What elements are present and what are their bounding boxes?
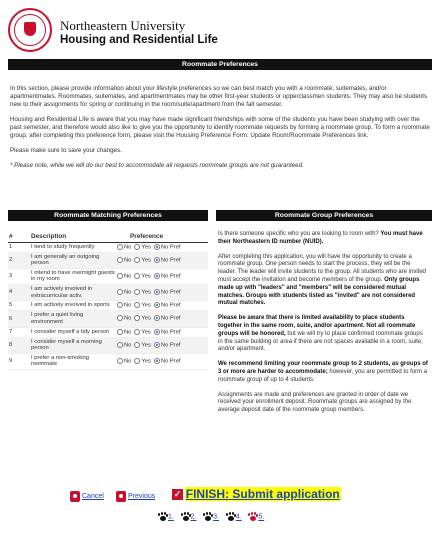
preference-option[interactable] <box>134 315 150 322</box>
radio-label: No Pref <box>160 358 181 365</box>
preference-option[interactable] <box>117 273 131 280</box>
step-1[interactable] <box>158 512 174 522</box>
group-p2-bold: Only groups made up with "leaders" and "members" will be considered mutual matches. Groups with students listed as "invited" are not considered mutual matches. <box>218 276 420 307</box>
radio-label: No <box>124 302 132 309</box>
row-description: I prefer a quiet living environment <box>30 311 116 327</box>
radio-button[interactable] <box>117 342 123 348</box>
radio-button[interactable] <box>134 358 140 364</box>
row-number: 1 <box>8 242 30 252</box>
radio-label: No Pref <box>160 329 181 336</box>
preference-option[interactable] <box>117 315 131 322</box>
table-row <box>8 327 208 337</box>
radio-label: Yes <box>141 273 151 280</box>
radio-button[interactable] <box>134 315 140 321</box>
preference-option[interactable] <box>134 257 150 264</box>
row-description: I am actively involved in sports <box>30 301 116 311</box>
radio-button[interactable] <box>154 315 160 321</box>
intro-paragraph-2: Housing and Residential Life is aware that you may have made significant friendships with some of the students you have been studying with over the past semester, and therefore would also like to give you the opportunity to identify roommate requests by forming a roommate group. To form a roommate group, after completing this preference form, please visit the Housing Preference Form: Update Room/Roommate Preferences link. <box>10 116 430 139</box>
intro-text <box>10 85 430 177</box>
row-preference-options <box>116 242 208 252</box>
preference-option[interactable] <box>134 358 150 365</box>
radio-button[interactable] <box>117 329 123 335</box>
row-description: I consider myself a morning person <box>30 337 116 353</box>
step-1-link[interactable]: 1. <box>168 513 174 521</box>
radio-button[interactable] <box>117 302 123 308</box>
radio-label: Yes <box>141 315 151 322</box>
previous-button[interactable] <box>116 491 155 502</box>
paw-icon <box>203 512 213 522</box>
matching-table <box>8 233 208 370</box>
radio-label: Yes <box>141 289 151 296</box>
radio-label: No Pref <box>160 342 181 349</box>
cancel-button[interactable] <box>70 491 104 502</box>
group-panel <box>216 210 432 422</box>
row-number: 3 <box>8 268 30 284</box>
preference-option[interactable] <box>154 302 181 309</box>
radio-label: No Pref <box>160 289 181 296</box>
radio-button[interactable] <box>154 257 160 263</box>
radio-label: Yes <box>141 244 151 251</box>
radio-button[interactable] <box>154 302 160 308</box>
preference-option[interactable] <box>134 273 150 280</box>
preference-option[interactable] <box>154 257 181 264</box>
radio-label: No Pref <box>160 244 181 251</box>
radio-label: No Pref <box>160 302 181 309</box>
cancel-icon <box>70 491 80 502</box>
step-3[interactable] <box>203 512 219 522</box>
radio-button[interactable] <box>117 244 123 250</box>
radio-button[interactable] <box>154 289 160 295</box>
cancel-link[interactable]: Cancel <box>82 493 104 500</box>
row-description: I am actively involved in extracurricular activ. <box>30 285 116 301</box>
radio-label: Yes <box>141 302 151 309</box>
row-number: 5 <box>8 301 30 311</box>
university-seal-logo <box>8 8 52 52</box>
row-number: 6 <box>8 311 30 327</box>
page-header <box>8 8 432 52</box>
row-preference-options <box>116 301 208 311</box>
intro-paragraph-1: In this section, please provide information about your lifestyle preferences so we can best match you with a roommate, suitemates, and/or apartmentmates. Roommates, suitemates, and apartmentmates may be other first-year students or upperclassmen students. They may also be students new to their assignments for spring or continuing in the room/suite/apartment from the fall semester. <box>10 85 428 108</box>
row-preference-options <box>116 252 208 268</box>
department-name: Housing and Residential Life <box>60 34 218 46</box>
finish-submit-label[interactable]: FINISH: Submit application <box>185 487 340 501</box>
radio-label: No Pref <box>160 273 181 280</box>
paw-icon <box>181 512 191 522</box>
preference-option[interactable] <box>154 358 181 365</box>
intro-paragraph-3: Please make sure to save your changes. <box>10 147 122 154</box>
step-2-link[interactable]: 2. <box>190 513 197 521</box>
radio-label: No <box>124 244 132 251</box>
step-4[interactable] <box>226 512 242 522</box>
col-preference: Preference <box>116 233 208 242</box>
finish-submit-button[interactable] <box>172 487 341 501</box>
preference-option[interactable] <box>154 315 181 322</box>
group-paragraph-5: Assignments are made and preferences are granted in order of date we received your enrollment deposit. Roommate groups are assigned by the average deposit date of the roommate group members. <box>218 391 412 414</box>
radio-button[interactable] <box>117 273 123 279</box>
col-description: Description <box>30 233 116 242</box>
table-row <box>8 353 208 369</box>
radio-button[interactable] <box>117 257 123 263</box>
preference-option[interactable] <box>134 289 150 296</box>
row-description: I am generally an outgoing person <box>30 252 116 268</box>
radio-label: No <box>124 273 132 280</box>
table-row <box>8 242 208 252</box>
radio-button[interactable] <box>134 329 140 335</box>
preference-option[interactable] <box>134 329 150 336</box>
group-title-bar: Roommate Group Preferences <box>216 210 432 221</box>
radio-button[interactable] <box>117 289 123 295</box>
step-2[interactable] <box>181 512 197 522</box>
radio-label: Yes <box>141 342 151 349</box>
group-text <box>216 221 432 415</box>
table-row <box>8 337 208 353</box>
section-title-bar: Roommate Preferences <box>8 59 432 70</box>
matching-panel <box>8 210 208 370</box>
paw-icon-current <box>248 512 258 522</box>
radio-button[interactable] <box>134 302 140 308</box>
radio-label: Yes <box>141 329 151 336</box>
intro-note: * Please note, while we will do our best to accommodate all requests roommate groups are not guaranteed. <box>10 162 304 169</box>
group-paragraph-4 <box>218 361 428 384</box>
table-row <box>8 311 208 327</box>
radio-button[interactable] <box>117 315 123 321</box>
radio-button[interactable] <box>117 358 123 364</box>
radio-label: No <box>124 315 132 322</box>
row-preference-options <box>116 268 208 284</box>
preference-option[interactable] <box>117 257 131 264</box>
row-description: I prefer a non-smoking roommate <box>30 353 116 369</box>
radio-label: No Pref <box>160 257 181 264</box>
radio-button[interactable] <box>154 329 160 335</box>
row-description: I consider myself a tidy person <box>30 327 116 337</box>
radio-button[interactable] <box>134 289 140 295</box>
row-number: 7 <box>8 327 30 337</box>
group-paragraph-1 <box>218 231 428 247</box>
radio-label: No <box>124 342 132 349</box>
preference-option[interactable] <box>134 342 150 349</box>
row-number: 9 <box>8 353 30 369</box>
checkmark-icon: ✓ <box>173 488 182 499</box>
row-number: 2 <box>8 252 30 268</box>
table-row <box>8 301 208 311</box>
paw-icon <box>226 512 236 522</box>
group-p2-text: After completing this application, you will have the opportunity to create a roommate group. One person needs to start the process, they will be the leader. The leader will invite students to the group. All students who are invited must accept the invitation and become members of the group. <box>218 253 427 283</box>
step-progress <box>158 512 269 526</box>
radio-button[interactable] <box>134 342 140 348</box>
row-number: 8 <box>8 337 30 353</box>
preference-option[interactable] <box>117 244 131 251</box>
step-3-link[interactable]: 3. <box>213 513 219 521</box>
row-preference-options <box>116 327 208 337</box>
radio-label: No <box>124 257 132 264</box>
row-description: I tend to study frequently <box>30 242 116 252</box>
preference-option[interactable] <box>117 289 131 296</box>
radio-button[interactable] <box>134 273 140 279</box>
group-p3-bold: Please be aware that there is limited availability to place students together in the same room, suite, and/or apartment. Not all roommate groups will be honored, <box>218 315 416 337</box>
row-number: 4 <box>8 285 30 301</box>
row-preference-options <box>116 285 208 301</box>
preference-option[interactable] <box>154 289 181 296</box>
radio-label: No <box>124 329 132 336</box>
row-preference-options <box>116 311 208 327</box>
radio-label: No <box>124 289 132 296</box>
bottom-navigation <box>70 487 400 505</box>
preference-option[interactable] <box>154 329 181 336</box>
radio-button[interactable] <box>134 257 140 263</box>
group-p4-text: however, you are permitted to form a roommate group of up to 4 students. <box>218 368 428 383</box>
radio-label: No <box>124 358 132 365</box>
preference-option[interactable] <box>117 329 131 336</box>
radio-button[interactable] <box>154 358 160 364</box>
previous-link[interactable]: Previous <box>128 493 156 500</box>
radio-button[interactable] <box>154 342 160 348</box>
previous-icon <box>116 491 126 502</box>
radio-label: Yes <box>141 257 151 264</box>
paw-icon <box>158 512 168 522</box>
row-description: I intend to have overnight guests in my room <box>30 268 116 284</box>
radio-button[interactable] <box>154 244 160 250</box>
preference-option[interactable] <box>117 302 131 309</box>
group-paragraph-3 <box>218 315 428 354</box>
radio-button[interactable] <box>134 244 140 250</box>
radio-button[interactable] <box>154 273 160 279</box>
row-preference-options <box>116 353 208 369</box>
col-num: # <box>8 233 30 242</box>
university-name: Northeastern University <box>60 18 186 33</box>
group-paragraph-2 <box>218 254 428 309</box>
preference-option[interactable] <box>134 244 150 251</box>
preference-option[interactable] <box>117 358 131 365</box>
table-row <box>8 285 208 301</box>
radio-label: Yes <box>141 358 151 365</box>
preference-option[interactable] <box>154 342 181 349</box>
group-p4-bold: We recommend limiting your roommate group to 2 students, as groups of 3 or more are harder to accommodate; <box>218 361 428 375</box>
radio-label: No Pref <box>160 315 181 322</box>
step-4-link[interactable]: 4. <box>235 513 242 521</box>
step-5[interactable] <box>248 512 264 522</box>
row-preference-options <box>116 337 208 353</box>
preference-option[interactable] <box>134 302 150 309</box>
table-row <box>8 252 208 268</box>
table-row <box>8 268 208 284</box>
preference-option[interactable] <box>154 244 181 251</box>
group-p3-text: but we will try to place confirmed roommate groups in the same building or area if there are not spaces available in a room, suite, and/or apartment. <box>218 330 423 353</box>
step-5-link[interactable]: 5. <box>258 513 265 521</box>
group-p1-text: Is there someone specific who you are looking to room with? <box>218 231 381 237</box>
matching-title-bar: Roommate Matching Preferences <box>8 210 208 221</box>
preference-option[interactable] <box>154 273 181 280</box>
group-p1-bold: You must have their Northeastern ID number (NUID). <box>218 231 423 245</box>
preference-option[interactable] <box>117 342 131 349</box>
